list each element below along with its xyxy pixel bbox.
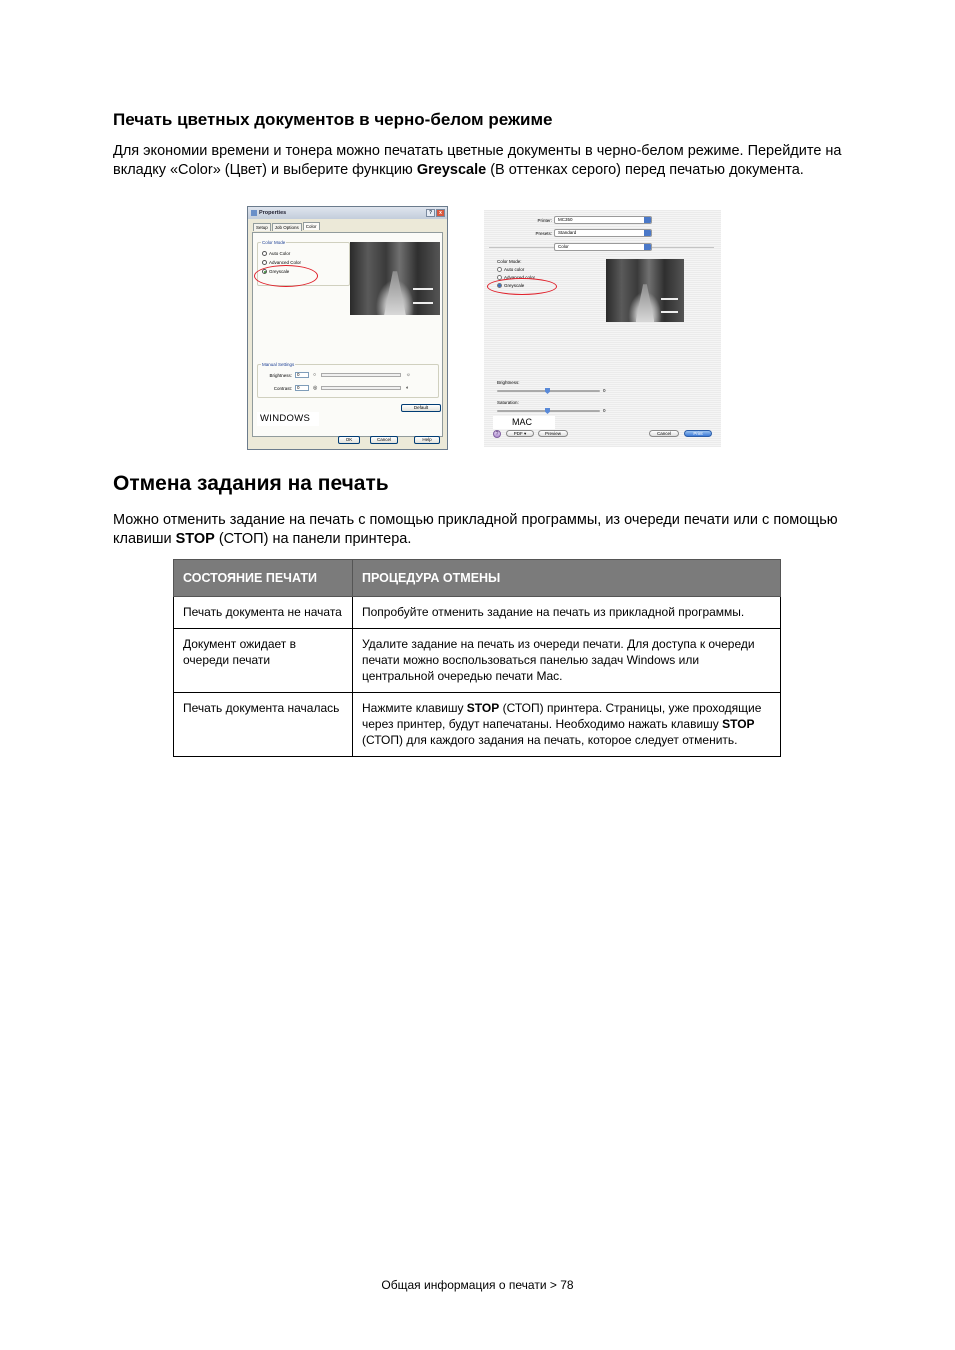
tab-color[interactable]: Color [303, 222, 320, 230]
contrast-high-icon: ◐ [406, 385, 410, 391]
print-button[interactable]: Print [684, 430, 712, 437]
help-button[interactable]: ? [493, 430, 501, 438]
tab-strip [253, 223, 321, 231]
manual-settings-group [257, 364, 439, 398]
group-label: Color Mode [262, 240, 286, 245]
cell-action: Удалите задание на печать из очереди печати. Для доступа к очереди печати можно воспользоваться панелью задач Windows или центральной очередью печати Mac. [353, 629, 781, 693]
section-title-cancel: Отмена задания на печать [113, 472, 389, 495]
paragraph-bold: Greyscale [416, 162, 487, 178]
brightness-value: 0 [603, 388, 606, 393]
group-label: Manual Settings [262, 362, 295, 367]
paragraph-text: (СТОП) на панели принтера. [214, 531, 412, 547]
section-title-greyscale: Печать цветных документов в черно-белом режиме [113, 110, 553, 129]
highlight-ellipse [487, 278, 557, 295]
cell-text: Нажмите клавишу [362, 701, 467, 715]
header-cancel-procedure: ПРОЦЕДУРА ОТМЕНЫ [353, 560, 781, 597]
radio-auto-color[interactable] [262, 251, 290, 256]
radio-icon [497, 267, 502, 272]
radio-label: Greyscale [269, 269, 290, 274]
cancel-button[interactable]: Cancel [649, 430, 679, 437]
brightness-slider[interactable] [321, 373, 401, 377]
preview-photo [350, 242, 440, 315]
saturation-label: Saturation: [497, 400, 519, 405]
cell-action [353, 693, 781, 757]
page-footer: Общая информация о печати > 78 [381, 1278, 574, 1292]
cell-state: Печать документа не начата [174, 597, 353, 629]
radio-label: Advanced color [504, 275, 536, 280]
paragraph-text: Для экономии времени и тонера можно печатать цветные документы в черно-белом режиме. Перейдите на вкладку «Color» (Цвет) и выберите функцию [113, 143, 842, 178]
brightness-spin[interactable]: 0 [295, 372, 309, 378]
printer-select[interactable]: MC350 [554, 216, 652, 224]
radio-label: Auto Color [269, 251, 291, 256]
paragraph-text: Можно отменить задание на печать с помощью прикладной программы, из очереди печати или с помощью клавиши [113, 512, 838, 547]
help-title-button[interactable]: ? [426, 209, 435, 217]
contrast-low-icon: ◎ [313, 385, 318, 391]
cell-action: Попробуйте отменить задание на печать из прикладной программы. [353, 597, 781, 629]
cancel-button[interactable]: Cancel [370, 436, 398, 444]
ok-button[interactable]: OK [338, 436, 360, 444]
radio-icon [262, 260, 267, 265]
brightness-label: Brightness: [269, 373, 292, 378]
contrast-spin[interactable]: 0 [295, 385, 309, 391]
brightness-high-icon: ☼ [406, 372, 411, 378]
brightness-knob[interactable] [545, 388, 550, 394]
printer-label: Printer: [537, 218, 552, 223]
mac-caption: MAC [493, 416, 555, 429]
cell-state: Документ ожидает в очереди печати [174, 629, 353, 693]
saturation-knob[interactable] [545, 408, 550, 414]
panel-select[interactable]: Color [554, 243, 652, 251]
dialog-title: Properties [259, 210, 287, 216]
paragraph-text: (В оттенках серого) перед печатью документа. [486, 162, 804, 178]
cell-text: (СТОП) принтера. Страницы, уже проходящие через принтер, будут напечатаны. Необходимо нажать клавишу [362, 701, 762, 731]
tab-setup[interactable]: Setup [253, 223, 271, 231]
table-row [174, 597, 781, 629]
dialog-titlebar [248, 207, 447, 219]
radio-label: Greyscale [504, 283, 525, 288]
table-header-row [174, 560, 781, 597]
presets-select[interactable]: Standard [554, 229, 652, 237]
highlight-ellipse [254, 265, 318, 287]
greyscale-paragraph [113, 142, 843, 180]
preview-photo [606, 259, 684, 322]
brightness-low-icon: ○ [313, 372, 317, 378]
default-button[interactable]: Default [401, 404, 441, 412]
cell-text: (СТОП) для каждого задания на печать, которое следует отменить. [362, 733, 738, 747]
color-mode-label: Color Mode: [497, 259, 522, 264]
cell-state: Печать документа началась [174, 693, 353, 757]
cancel-procedure-table [173, 559, 781, 757]
cell-bold: STOP [466, 701, 500, 715]
tab-job-options[interactable]: Job Options [272, 223, 302, 231]
mac-print-dialog-screenshot [484, 210, 721, 447]
radio-auto-color[interactable] [497, 267, 524, 272]
header-print-state: СОСТОЯНИЕ ПЕЧАТИ [174, 560, 353, 597]
contrast-slider[interactable] [321, 386, 401, 390]
contrast-label: Contrast: [273, 386, 292, 391]
radio-label: Auto color [504, 267, 525, 272]
cell-bold: STOP [722, 717, 755, 731]
pdf-button[interactable]: PDF ▾ [506, 430, 534, 437]
brightness-label: Brightness: [497, 380, 520, 385]
help-button[interactable]: Help [414, 436, 440, 444]
saturation-value: 0 [603, 408, 606, 413]
table-row [174, 693, 781, 757]
presets-label: Presets: [535, 231, 552, 236]
radio-label: Advanced Color [269, 260, 302, 265]
paragraph-bold: STOP [175, 531, 215, 547]
cancel-paragraph [113, 511, 843, 549]
printer-icon [251, 210, 257, 216]
color-tab-panel [252, 232, 443, 437]
windows-caption: WINDOWS [257, 412, 319, 426]
preview-button[interactable]: Preview [538, 430, 568, 437]
radio-icon [262, 251, 267, 256]
table-row [174, 629, 781, 693]
close-button[interactable]: x [436, 209, 445, 217]
